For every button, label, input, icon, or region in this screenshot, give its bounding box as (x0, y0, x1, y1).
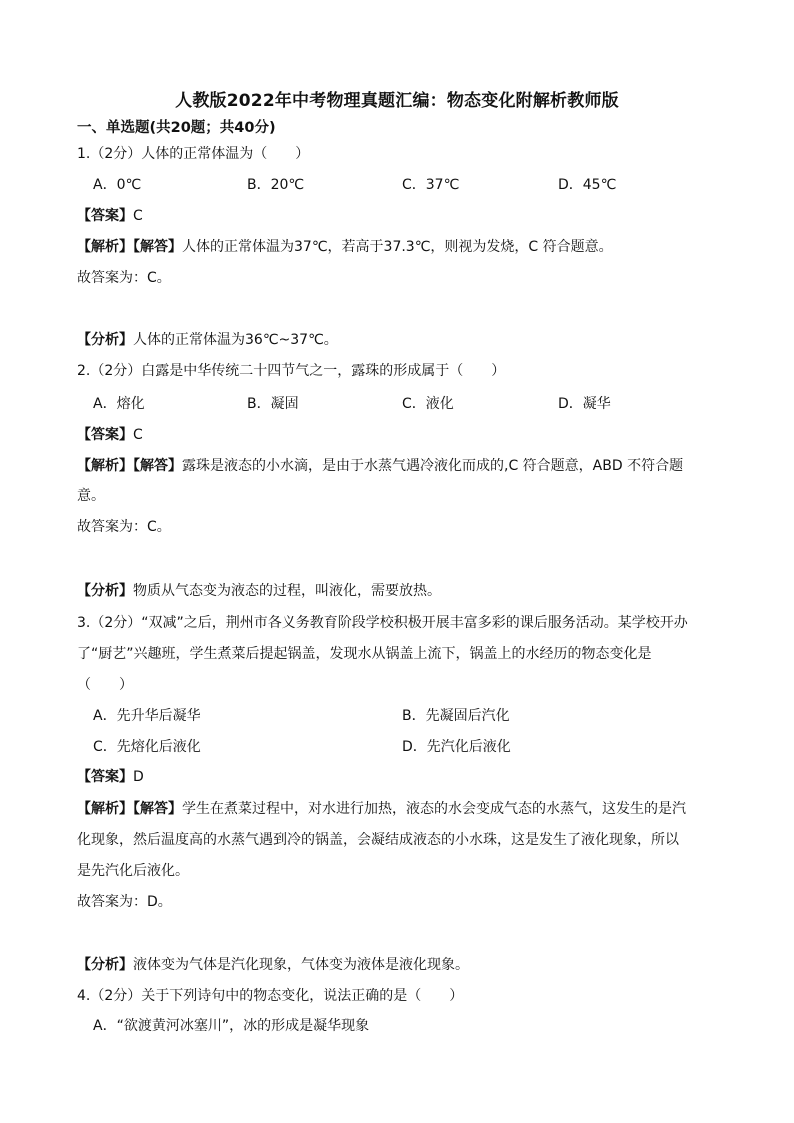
q3-answer (77, 767, 144, 787)
q2-final-answer: 故答案为：C。 (77, 519, 171, 535)
q4-option-a: A．“欲渡黄河冰塞川”，冰的形成是凝华现象 (93, 1018, 370, 1034)
q3-analysis-cont: 化现象，然后温度高的水蒸气遇到冷的锅盖，会凝结成液态的小水珠，这是发生了液化现象，所以 (77, 832, 679, 848)
analysis-tag: 【解析】【解答】 (77, 801, 182, 817)
analysis-tag: 【解析】【解答】 (77, 458, 182, 474)
q2-option-b: B．凝固 (247, 396, 299, 412)
fenxi-tag: 【分析】 (77, 957, 133, 973)
q1-answer (77, 206, 143, 226)
analysis-text: 露珠是液态的小水滴，是由于水蒸气遇冷液化而成的,C 符合题意，ABD 不符合题 (182, 458, 684, 474)
q2-analysis-cont: 意。 (77, 488, 105, 504)
q2-analysis (77, 456, 683, 476)
analysis-tag: 【解析】【解答】 (77, 239, 182, 255)
answer-tag: 【答案】 (77, 208, 133, 224)
analysis-text: 人体的正常体温为37℃，若高于37.3℃，则视为发烧，C 符合题意。 (182, 239, 613, 255)
q3-stem-cont: 了“厨艺”兴趣班，学生煮菜后提起锅盖，发现水从锅盖上流下，锅盖上的水经历的物态变化是 (77, 646, 652, 662)
q2-stem: 2.（2分）白露是中华传统二十四节气之一，露珠的形成属于（ ） (77, 363, 506, 379)
fenxi-tag: 【分析】 (77, 332, 133, 348)
fenxi-text: 液体变为气体是汽化现象，气体变为液体是液化现象。 (133, 957, 469, 973)
q3-stem: 3.（2分）“双减”之后，荆州市各义务教育阶段学校积极开展丰富多彩的课后服务活动。某学校开办 (77, 615, 688, 631)
q2-option-c: C．液化 (402, 396, 454, 412)
q2-option-a: A．熔化 (93, 396, 145, 412)
fenxi-tag: 【分析】 (77, 583, 133, 599)
answer-tag: 【答案】 (77, 769, 133, 785)
q1-option-a: A．0℃ (93, 177, 142, 193)
fenxi-text: 物质从气态变为液态的过程，叫液化，需要放热。 (133, 583, 441, 599)
q4-stem: 4.（2分）关于下列诗句中的物态变化，说法正确的是（ ） (77, 988, 464, 1004)
q3-fenxi (77, 955, 469, 975)
q1-fenxi (77, 330, 338, 350)
q3-option-c: C．先熔化后液化 (93, 739, 201, 755)
q3-option-b: B．先凝固后汽化 (402, 708, 510, 724)
q3-stem-paren: （ ） (77, 677, 133, 693)
section-heading: 一、单选题(共20题；共40分) (77, 120, 276, 136)
analysis-text: 学生在煮菜过程中，对水进行加热，液态的水会变成气态的水蒸气，这发生的是汽 (182, 801, 686, 817)
q1-option-b: B．20℃ (247, 177, 305, 193)
answer-value: C (133, 208, 143, 224)
answer-value: D (133, 769, 144, 785)
q3-analysis (77, 799, 686, 819)
q3-analysis-cont2: 是先汽化后液化。 (77, 863, 189, 879)
q2-answer (77, 425, 143, 445)
q3-final-answer: 故答案为：D。 (77, 894, 172, 910)
q3-option-a: A．先升华后凝华 (93, 708, 201, 724)
fenxi-text: 人体的正常体温为36℃~37℃。 (133, 332, 338, 348)
q2-fenxi (77, 581, 441, 601)
q1-option-d: D．45℃ (558, 177, 617, 193)
q3-option-d: D．先汽化后液化 (402, 739, 511, 755)
answer-tag: 【答案】 (77, 427, 133, 443)
document-title: 人教版2022年中考物理真题汇编：物态变化附解析教师版 (175, 91, 619, 111)
q1-option-c: C．37℃ (402, 177, 460, 193)
q1-analysis (77, 237, 613, 257)
q1-final-answer: 故答案为：C。 (77, 270, 171, 286)
answer-value: C (133, 427, 143, 443)
q2-option-d: D．凝华 (558, 396, 611, 412)
q1-stem: 1.（2分）人体的正常体温为（ ） (77, 146, 310, 162)
